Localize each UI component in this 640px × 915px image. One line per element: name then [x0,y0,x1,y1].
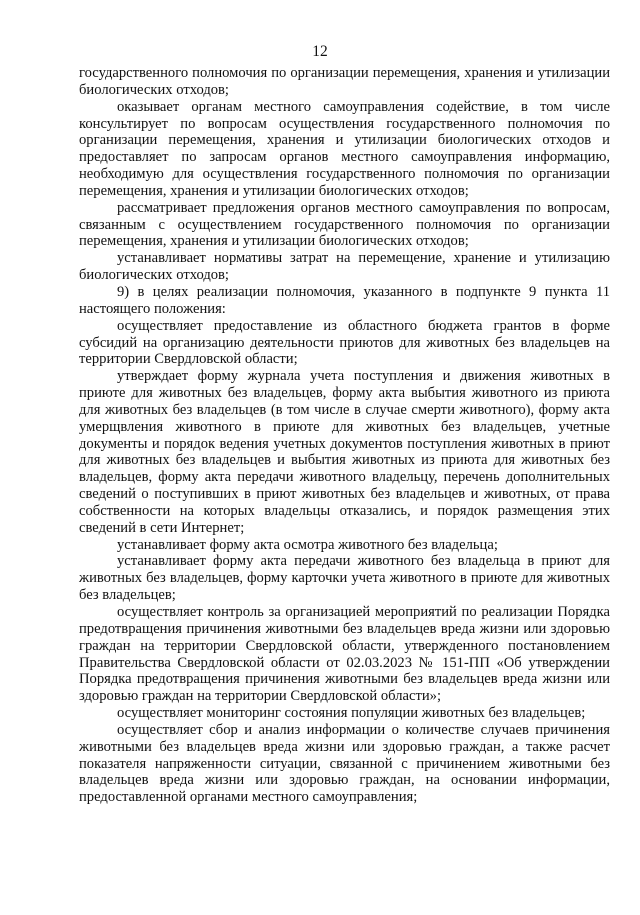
paragraph-continuation: государственного полномочия по организации перемещения, хранения и утилизации биологических отходов; [79,65,610,98]
paragraph-assistance: оказывает органам местного самоуправления содействие, в том числе консультирует по вопросам осуществления государственного полномочия по организации перемещения, хранения и утилизации биологических отходов и предоставляет по запросам органов местного самоуправления информацию, необходимую для осуществления государственного полномочия по организации перемещения, хранения и утилизации биологических отходов; [79,98,610,199]
document-body [79,65,610,806]
paragraph-analysis: осуществляет сбор и анализ информации о количестве случаев причинения животными без владельцев вреда жизни или здоровью граждан, а также расчет показателя напряженности ситуации, связанной с причинением животными без владельцев вреда жизни или здоровью граждан, на основании информации, предоставленной органами местного самоуправления; [79,721,610,806]
paragraph-grants: осуществляет предоставление из областного бюджета грантов в форме субсидий на организацию деятельности приютов для животных без владельцев на территории Свердловской области; [79,317,610,368]
paragraph-inspection-form: устанавливает форму акта осмотра животного без владельца; [117,536,498,553]
paragraph-cost-norms: устанавливает нормативы затрат на перемещение, хранение и утилизацию биологических отходов; [79,250,610,284]
paragraph-journal-forms: утверждает форму журнала учета поступления и движения животных в приюте для животных без владельцев, форму акта выбытия животного из приюта для животных без владельцев (в том числе в случае смерти животного), форму акта умерщвления животного в приюте для животных без владельцев, учетные документы и порядок ведения учетных документов поступления животных в приют для животных без владельцев и выбытия животных из приюта для животных без владельцев, форму акта передачи животного владельцу, перечень дополнительных сведений о поступивших в приют животных без владельцев и животных, от права собственности на которых владельцы отказались, и порядок размещения этих сведений в сети Интернет; [79,368,610,536]
page-number: 12 [312,43,328,60]
paragraph-transfer-form: устанавливает форму акта передачи животного без владельца в приют для животных без владельцев, форму карточки учета животного в приюте для животных без владельцев; [79,553,610,604]
paragraph-monitoring: осуществляет мониторинг состояния популяции животных без владельцев; [117,705,586,722]
paragraph-control: осуществляет контроль за организацией мероприятий по реализации Порядка предотвращения причинения животными без владельцев вреда жизни или здоровью граждан на территории Свердловской области, утвержденного постановлением Правительства Свердловской области от 02.03.2023 № 151-ПП «Об утверждении Порядка предотвращения причинения животными без владельцев вреда жизни или здоровью граждан на территории Свердловской области»; [79,604,610,705]
paragraph-item-9: 9) в целях реализации полномочия, указанного в подпункте 9 пункта 11 настоящего положения: [79,283,610,317]
paragraph-proposals: рассматривает предложения органов местного самоуправления по вопросам, связанным с осуществлением государственного полномочия по организации перемещения, хранения и утилизации биологических отходов; [79,199,610,250]
